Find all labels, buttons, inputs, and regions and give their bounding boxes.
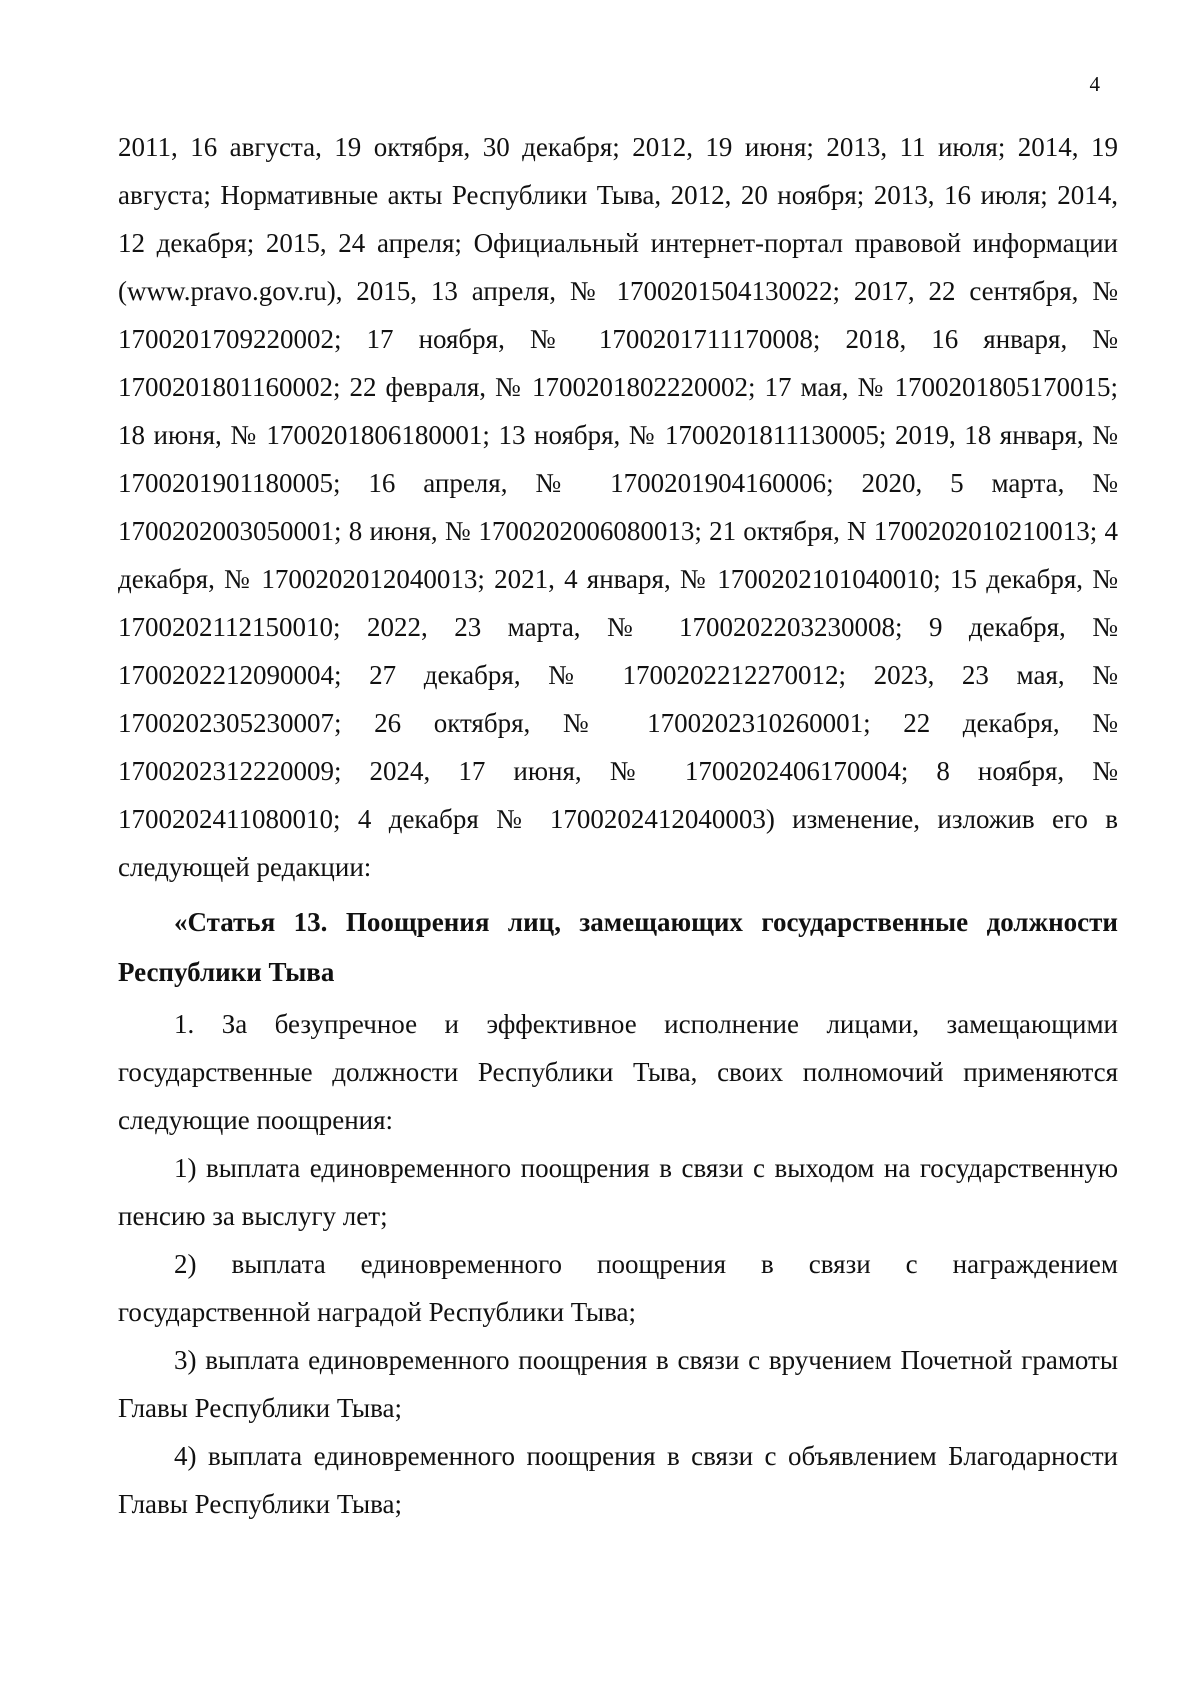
clause-1-paragraph: 1. За безупречное и эффективное исполнение лицами, замещающими государственные должности Республики Тыва, своих полномочий применяются следующие поощрения: <box>118 1009 1118 1135</box>
continuation-paragraph: 2011, 16 августа, 19 октября, 30 декабря; 2012, 19 июня; 2013, 11 июля; 2014, 19 августа; Нормативные акты Республики Тыва, 2012, 20 ноября; 2013, 16 июля; 2014, 12 декабря; 2015, 24 апреля; Официальный интернет-портал правовой информации (www.pravo.gov.ru), 2015, 13 апреля, № 1700201504130022; 2017, 22 сентября, № 1700201709220002; 17 ноября, № 1700201711170008; 2018, 16 января, № 1700201801160002; 22 февраля, № 1700201802220002; 17 мая, № 1700201805170015; 18 июня, № 1700201806180001; 13 ноября, № 1700201811130005; 2019, 18 января, № 1700201901180005; 16 апреля, № 1700201904160006; 2020, 5 марта, № 1700202003050001; 8 июня, № 1700202006080013; 21 октября, N 1700202010210013; 4 декабря, № 1700202012040013; 2021, 4 января, № 1700202101040010; 15 декабря, № 1700202112150010; 2022, 23 марта, № 1700202203230008; 9 декабря, № 1700202212090004; 27 декабря, № 1700202212270012; 2023, 23 мая, № 1700202305230007; 26 октября, № 1700202310260001; 22 декабря, № 1700202312220009; 2024, 17 июня, № 1700202406170004; 8 ноября, № 1700202411080010; 4 декабря № 1700202412040003) изменение, изложив его в следующей редакции: <box>118 132 1118 882</box>
list-item: 2) выплата единовременного поощрения в связи с награждением государственной наградой Республики Тыва; <box>118 1249 1118 1327</box>
page-number: 4 <box>1089 72 1100 96</box>
article-heading: «Статья 13. Поощрения лиц, замещающих государственные должности Республики Тыва <box>118 907 1118 987</box>
list-item: 4) выплата единовременного поощрения в связи с объявлением Благодарности Главы Республики Тыва; <box>118 1441 1118 1519</box>
list-item: 3) выплата единовременного поощрения в связи с вручением Почетной грамоты Главы Республики Тыва; <box>118 1345 1118 1423</box>
list-item: 1) выплата единовременного поощрения в связи с выходом на государственную пенсию за выслугу лет; <box>118 1153 1118 1231</box>
document-body <box>118 123 1118 1528</box>
